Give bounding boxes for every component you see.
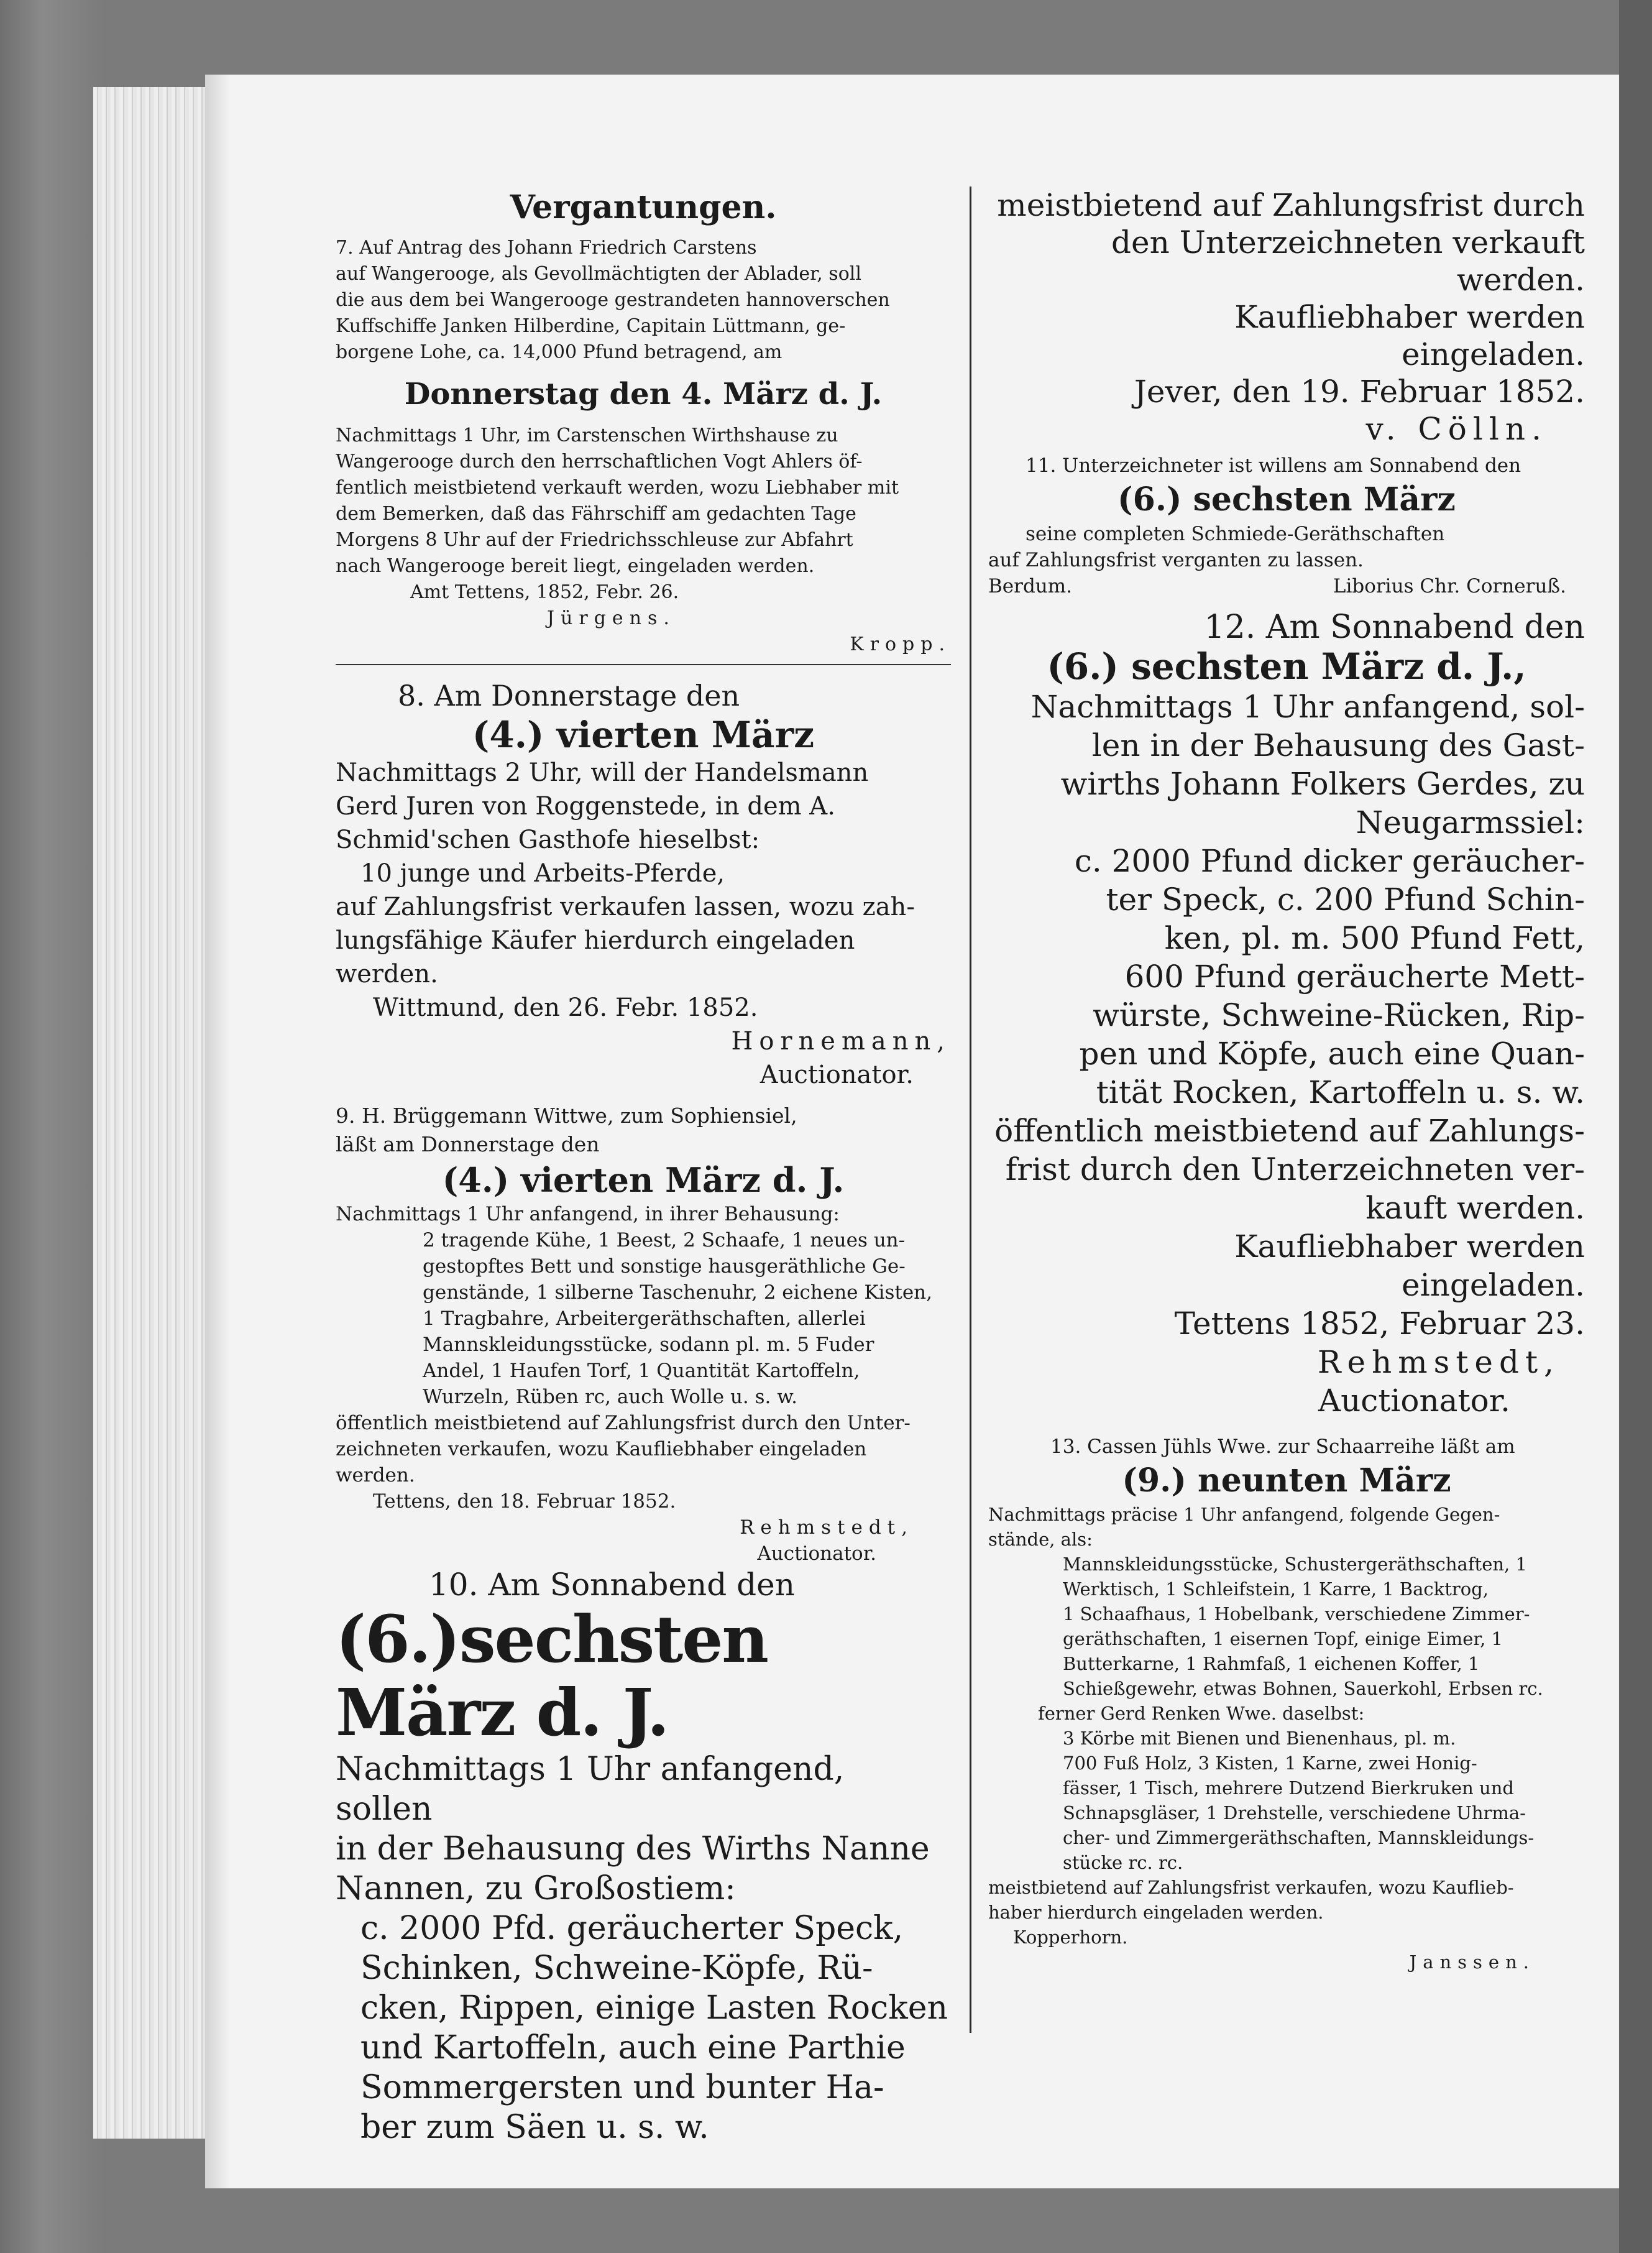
- notice-7: [336, 235, 951, 665]
- text-line: Nachmittags 2 Uhr, will der Handelsmann: [336, 758, 869, 787]
- text-line: läßt am Donnerstage den: [336, 1132, 600, 1156]
- signature: Kropp.: [850, 634, 951, 655]
- text-line: fentlich meistbietend verkauft werden, wozu Liebhaber mit: [336, 477, 899, 499]
- text-line: Kaufliebhaber werden eingeladen.: [1234, 1228, 1585, 1303]
- item-line: 700 Fuß Holz, 3 Kisten, 1 Karne, zwei Honig-: [1063, 1753, 1477, 1774]
- text-line: 9. H. Brüggemann Wittwe, zum Sophiensiel,: [336, 1103, 797, 1128]
- notice-7-text: [336, 235, 951, 366]
- signature: Rehmstedt,: [740, 1516, 914, 1539]
- item-line: Butterkarne, 1 Rahmfaß, 1 eichenen Koffer, 1: [1063, 1653, 1480, 1674]
- text-line: Nachmittags 1 Uhr, im Carstenschen Wirthshause zu: [336, 425, 838, 446]
- signature: Rehmstedt,: [1317, 1344, 1560, 1380]
- page-stack-edges: [93, 87, 218, 2139]
- place-date: Tettens, den 18. Februar 1852.: [373, 1490, 676, 1513]
- text-line: Wangerooge durch den herrschaftlichen Vogt Ahlers öf-: [336, 451, 863, 472]
- item-line: 10 junge und Arbeits-Pferde,: [360, 859, 725, 888]
- place-date: Amt Tettens, 1852, Febr. 26.: [410, 581, 679, 603]
- text-line: Gerd Juren von Roggenstede, in dem A.: [336, 792, 835, 821]
- text-line: 7. Auf Antrag des Johann Friedrich Carstens: [336, 237, 757, 259]
- item-line: cken, Rippen, einige Lasten Rocken: [360, 1989, 948, 2027]
- text-line: öffentlich meistbietend auf Zahlungs-: [994, 1113, 1585, 1149]
- text-line: haber hierdurch eingeladen werden.: [988, 1902, 1324, 1923]
- text-line: lungsfähige Käufer hierdurch eingeladen werden.: [336, 926, 855, 988]
- notice-10-date: (6.)sechsten März d. J.: [336, 1601, 768, 1751]
- signature: v. Cölln.: [1365, 411, 1548, 447]
- text-line: ferner Gerd Renken Wwe. daselbst:: [1038, 1703, 1365, 1724]
- notice-13-intro: 13. Cassen Jühls Wwe. zur Schaarreihe läßt am: [1050, 1435, 1515, 1458]
- section-heading: Vergantungen.: [510, 188, 777, 226]
- item-line: Werktisch, 1 Schleifstein, 1 Karre, 1 Backtrog,: [1063, 1578, 1489, 1600]
- signature: Liborius Chr. Corneruß.: [1333, 575, 1566, 597]
- item-line: ken, pl. m. 500 Pfund Fett,: [1164, 920, 1585, 956]
- item-line: fässer, 1 Tisch, mehrere Dutzend Bierkruken und: [1063, 1777, 1514, 1799]
- item-line: c. 2000 Pfd. geräucherter Speck,: [360, 1910, 904, 1947]
- page-gutter-shadow: [205, 75, 230, 2188]
- item-line: 2 tragende Kühe, 1 Beest, 2 Schaafe, 1 neues un-: [423, 1229, 906, 1251]
- column-rule: [970, 187, 971, 2033]
- notice-continuation: [988, 187, 1585, 448]
- notice-11-date: (6.) sechsten März: [1117, 481, 1456, 518]
- signature: Hornemann,: [731, 1027, 951, 1056]
- item-line: 1 Schaafhaus, 1 Hobelbank, verschiedene Zimmer-: [1063, 1603, 1530, 1624]
- left-column: [336, 187, 951, 2147]
- text-line: Kaufliebhaber werden eingeladen.: [1234, 299, 1585, 372]
- item-line: 1 Tragbahre, Arbeitergeräthschaften, allerlei: [423, 1307, 866, 1330]
- text-line: öffentlich meistbietend auf Zahlungsfrist durch den Unter-: [336, 1412, 911, 1434]
- item-line: Andel, 1 Haufen Torf, 1 Quantität Kartoffeln,: [423, 1360, 860, 1382]
- text-line: die aus dem bei Wangerooge gestrandeten hannoverschen: [336, 289, 890, 311]
- item-line: c. 2000 Pfund dicker geräucher-: [1074, 843, 1585, 879]
- item-line: Mannskleidungsstücke, Schustergeräthschaften, 1: [1063, 1554, 1527, 1575]
- item-line: Schießgewehr, etwas Bohnen, Sauerkohl, Erbsen rc.: [1063, 1678, 1543, 1699]
- text-line: nach Wangerooge bereit liegt, eingeladen werden.: [336, 555, 815, 577]
- text-line: meistbietend auf Zahlungsfrist durch: [997, 187, 1585, 223]
- place: Kopperhorn.: [1013, 1927, 1128, 1948]
- item-line: Sommergersten und bunter Ha-: [360, 2069, 884, 2106]
- item-line: Wurzeln, Rüben rc, auch Wolle u. s. w.: [423, 1386, 797, 1408]
- item-line: würste, Schweine-Rücken, Rip-: [1093, 997, 1585, 1033]
- text-line: meistbietend auf Zahlungsfrist verkaufen, wozu Kauflieb-: [988, 1877, 1514, 1898]
- text-line: len in der Behausung des Gast-: [1091, 727, 1585, 763]
- text-line: den Unterzeichneten verkauft werden.: [1111, 224, 1585, 298]
- notice-12-intro: 12. Am Sonnabend den: [1204, 609, 1585, 646]
- item-line: Mannskleidungsstücke, sodann pl. m. 5 Fuder: [423, 1334, 874, 1356]
- notice-13-date: (9.) neunten März: [1122, 1462, 1451, 1500]
- notice-10: [336, 1567, 951, 2147]
- item-line: ter Speck, c. 200 Pfund Schin-: [1106, 882, 1585, 918]
- text-line: seine completen Schmiede-Geräthschaften: [1026, 523, 1445, 545]
- notice-12: [988, 609, 1585, 1420]
- text-line: Morgens 8 Uhr auf der Friedrichsschleuse zur Abfahrt: [336, 529, 853, 551]
- text-line: dem Bemerken, daß das Fährschiff am gedachten Tage: [336, 503, 856, 525]
- text-line: zeichneten verkaufen, wozu Kaufliebhaber eingeladen: [336, 1438, 867, 1460]
- text-line: auf Wangerooge, als Gevollmächtigten der Ablader, soll: [336, 263, 861, 285]
- signature: Jürgens.: [547, 607, 676, 629]
- book-cover: [0, 0, 107, 2253]
- signature-title: Auctionator.: [1318, 1383, 1510, 1419]
- text-line: Nachmittags präcise 1 Uhr anfangend, folgende Gegen-: [988, 1504, 1500, 1525]
- text-line: auf Zahlungsfrist verkaufen lassen, wozu zah-: [336, 893, 915, 921]
- notice-9-date: (4.) vierten März d. J.: [442, 1160, 845, 1200]
- text-line: werden.: [336, 1464, 415, 1486]
- item-line: ber zum Säen u. s. w.: [360, 2109, 709, 2146]
- notice-8-intro: 8. Am Donnerstage den: [398, 679, 740, 712]
- text-line: Kuffschiffe Janken Hilberdine, Capitain Lüttmann, ge-: [336, 315, 846, 337]
- item-line: Schinken, Schweine-Köpfe, Rü-: [360, 1950, 873, 1987]
- text-line: kauft werden.: [1365, 1190, 1585, 1226]
- notice-11: [988, 453, 1585, 599]
- text-line: Nannen, zu Großostiem:: [336, 1870, 736, 1907]
- right-column: [988, 187, 1585, 1974]
- item-line: 3 Körbe mit Bienen und Bienenhaus, pl. m.: [1063, 1728, 1456, 1749]
- item-line: cher- und Zimmergeräthschaften, Mannskleidungs-: [1063, 1827, 1535, 1848]
- notice-13: [988, 1434, 1585, 1974]
- text-line: Schmid'schen Gasthofe hieselbst:: [336, 826, 760, 854]
- text-line: wirths Johann Folkers Gerdes, zu: [1060, 766, 1585, 802]
- place-date: Tettens 1852, Februar 23.: [1174, 1306, 1585, 1342]
- notice-11-intro: 11. Unterzeichneter ist willens am Sonnabend den: [1026, 454, 1521, 477]
- scan-background-edge: [1619, 0, 1652, 2253]
- text-line: Nachmittags 1 Uhr anfangend, sol-: [1030, 689, 1585, 725]
- text-line: in der Behausung des Wirths Nanne: [336, 1830, 930, 1868]
- item-line: genstände, 1 silberne Taschenuhr, 2 eichene Kisten,: [423, 1281, 932, 1304]
- item-line: 600 Pfund geräucherte Mett-: [1124, 959, 1585, 995]
- text-line: Nachmittags 1 Uhr anfangend, in ihrer Behausung:: [336, 1203, 840, 1225]
- text-line: Nachmittags 1 Uhr anfangend, sollen: [336, 1751, 845, 1828]
- notice-10-intro: 10. Am Sonnabend den: [429, 1567, 795, 1603]
- separator: [336, 664, 951, 665]
- text-line: frist durch den Unterzeichneten ver-: [1005, 1151, 1585, 1187]
- signature-title: Auctionator.: [759, 1061, 914, 1089]
- item-line: stücke rc. rc.: [1063, 1852, 1183, 1873]
- text-line: borgene Lohe, ca. 14,000 Pfund betragend, am: [336, 341, 782, 363]
- text-line: auf Zahlungsfrist verganten zu lassen.: [988, 549, 1364, 571]
- place-date: Wittmund, den 26. Febr. 1852.: [373, 993, 758, 1022]
- signature-title: Auctionator.: [757, 1542, 876, 1565]
- notice-9: [336, 1102, 951, 1567]
- place: Berdum.: [988, 575, 1073, 597]
- notice-8-date: (4.) vierten März: [472, 714, 815, 756]
- item-line: Schnapsgläser, 1 Drehstelle, verschiedene Uhrma-: [1063, 1802, 1526, 1823]
- item-line: und Kartoffeln, auch eine Parthie: [360, 2029, 906, 2066]
- notice-7-date: Donnerstag den 4. März d. J.: [404, 377, 883, 412]
- item-line: tität Rocken, Kartoffeln u. s. w.: [1096, 1074, 1585, 1110]
- notice-12-date: (6.) sechsten März d. J.,: [1047, 645, 1526, 688]
- place-date: Jever, den 19. Februar 1852.: [1134, 374, 1585, 410]
- text-line: stände, als:: [988, 1529, 1093, 1550]
- signature: Janssen.: [1409, 1951, 1535, 1973]
- notice-8: [336, 678, 951, 1092]
- text-line: Neugarmssiel:: [1356, 804, 1585, 841]
- item-line: gestopftes Bett und sonstige hausgeräthliche Ge-: [423, 1255, 906, 1278]
- item-line: geräthschaften, 1 eisernen Topf, einige Eimer, 1: [1063, 1628, 1503, 1649]
- item-line: pen und Köpfe, auch eine Quan-: [1079, 1036, 1585, 1072]
